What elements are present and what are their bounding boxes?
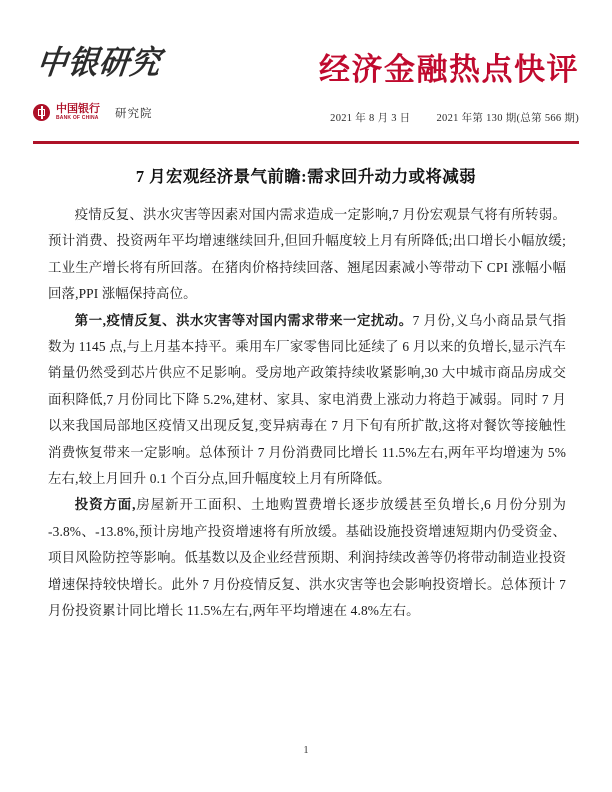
brand-calligraphy-logo: 中银研究 xyxy=(34,45,164,82)
issue-date: 2021 年 8 月 3 日 xyxy=(330,113,411,124)
boc-name-cn: 中国银行 xyxy=(56,103,100,115)
institute-label: 研究院 xyxy=(115,107,153,120)
paragraph-lead: 投资方面, xyxy=(74,497,136,513)
issue-number: 2021 年第 130 期(总第 566 期) xyxy=(436,113,579,124)
header-divider xyxy=(33,141,579,144)
paragraph xyxy=(48,202,566,308)
boc-wordmark xyxy=(56,104,100,121)
issue-line xyxy=(330,110,579,125)
paragraph-lead: 第一,疫情反复、洪水灾害等对国内需求带来一定扰动。 xyxy=(74,312,413,328)
paragraph-text: 7 月份,义乌小商品景气指数为 1145 点,与上月基本持平。乘用车厂家零售同比延续了 6 月以来的负增长,显示汽车销量仍然受到芯片供应不足影响。受房地产政策持续收紧影响,30 大中城市商品房成交面积降低,7 月份同比下降 5.2%,建材、家具、家电消费上涨动力将趋于减弱。同时 7 月以来我国局部地区疫情又出现反复,变异病毒在 7 月下旬有所扩散,这将对餐饮等接触性消费恢复带来一定影响。总体预计 7 月份消费同比增长 11.5%左右,两年平均增速为 5%左右,较上月回升 0.1 个百分点,回升幅度较上月有所降低。 xyxy=(48,312,566,487)
page-title: 7 月宏观经济景气前瞻:需求回升动力或将减弱 xyxy=(135,167,477,186)
paragraph-text: 疫情反复、洪水灾害等因素对国内需求造成一定影响,7 月份宏观景气将有所转弱。预计消费、投资两年平均增速继续回升,但回升幅度较上月有所降低;出口增长小幅放缓;工业生产增长将有所回落。在猪肉价格持续回落、翘尾因素减小等带动下 CPI 涨幅小幅回落,PPI 涨幅保持高位。 xyxy=(48,207,566,302)
paragraph-text: 房屋新开工面积、土地购置费增长逐步放缓甚至负增长,6 月份分别为 -3.8%、-13.8%,预计房地产投资增速将有所放缓。基础设施投资增速短期内仍受资金、项目风险防控等影响。低基数以及企业经营预期、利润持续改善等仍将带动制造业投资增速保持较快增长。此外 7 月份疫情反复、洪水灾害等也会影响投资增长。总体预计 7 月份投资累计同比增长 11.5%左右,两年平均增速在 4.8%左右。 xyxy=(48,497,566,619)
page-number: 1 xyxy=(303,745,309,756)
paragraph xyxy=(48,308,566,493)
bank-of-china-identity xyxy=(33,104,153,121)
article-body xyxy=(48,202,566,625)
brand-block xyxy=(33,45,283,121)
publication-title: 经济金融热点快评 xyxy=(319,52,579,87)
paragraph xyxy=(48,492,566,624)
boc-name-en: BANK OF CHINA xyxy=(56,115,99,121)
bank-of-china-logo-icon xyxy=(33,104,50,121)
masthead xyxy=(33,45,579,142)
